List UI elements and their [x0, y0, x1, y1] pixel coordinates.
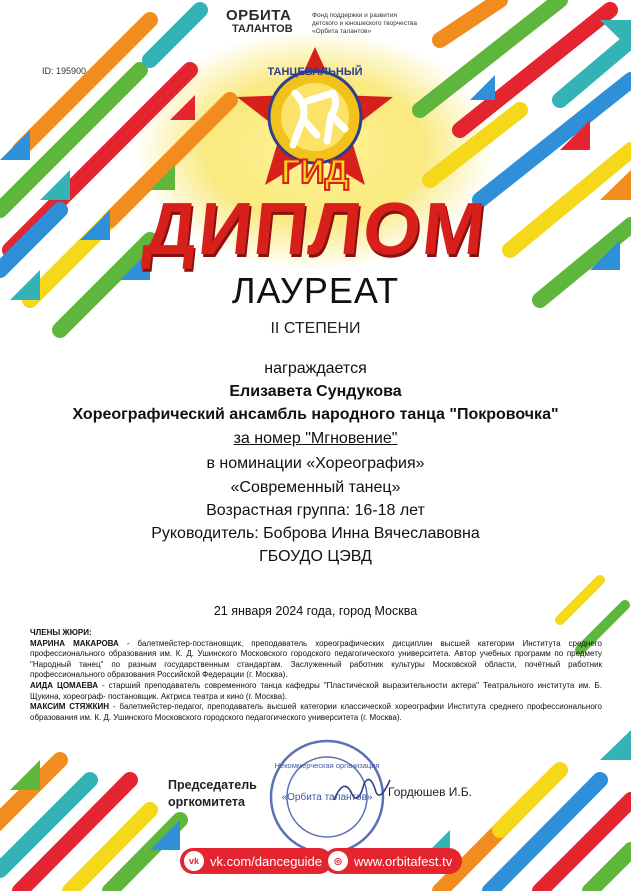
vk-link[interactable]	[180, 848, 332, 874]
document-id: ID: 195900	[42, 66, 87, 76]
emblem-word: ГИД	[281, 153, 349, 191]
diploma-title: ДИПЛОМ	[140, 187, 491, 270]
jury-member-name: АИДА ЦОМАЕВА	[30, 680, 98, 690]
jury-member-bio: - старший преподаватель современного танца кафедры "Пластической выразительности актера" Театрального института им. Б. Щукина, хореограф- постановщик. Актриса театра и кино (г. Москва).	[30, 680, 602, 701]
vk-icon: vk	[184, 851, 204, 871]
ensemble-name: Хореографический ансамбль народного танца "Покровочка"	[72, 406, 559, 423]
orbita-logo	[226, 8, 293, 35]
laureate-title: ЛАУРЕАТ	[231, 270, 400, 311]
chairman-role	[168, 777, 257, 811]
stamp-center-text: «Орбита талантов»	[281, 792, 373, 803]
globe-icon: ◎	[328, 851, 348, 871]
site-link[interactable]	[324, 848, 462, 874]
category-text: «Современный танец»	[230, 479, 401, 496]
awarded-text: награждается	[264, 360, 367, 377]
site-link-text: www.orbitafest.tv	[354, 853, 453, 869]
degree-label: II СТЕПЕНИ	[270, 320, 361, 337]
fund-text: Фонд поддержки и развития детского и юношеского творчества «Орбита талантов»	[312, 12, 417, 35]
institution-text: ГБОУДО ЦЭВД	[259, 548, 372, 565]
logo-line2: ТАЛАНТОВ	[232, 23, 293, 35]
jury-member-bio: - балетмейстер-постановщик, преподаватель хореографических дисциплин высшей категории Института среднего профессионального образования им. К. Д. Ушинского Московского городского педагогического университета. Автор учебных программ по предмету "Народный танец" по разным государственным стандартам. Заслуженный работник культуры Московской области, почётный работник профессионального образования Российской Федерации (г. Москва).	[30, 638, 602, 680]
leader-text: Руководитель: Боброва Инна Вячеславовна	[151, 525, 480, 542]
chairman-name: Гордюшев И.Б.	[388, 785, 472, 799]
logo-line1: ОРБИТА	[226, 7, 292, 24]
recipient-name: Елизавета Сундукова	[229, 383, 402, 400]
vk-link-text: vk.com/danceguide	[210, 853, 323, 869]
dance-guide-emblem	[215, 45, 415, 195]
jury-member	[30, 681, 602, 702]
jury-heading: ЧЛЕНЫ ЖЮРИ:	[30, 628, 92, 637]
performance-number: за номер "Мгновение"	[233, 430, 398, 447]
emblem-arc-text: ТАНЦЕВАЛЬНЫЙ	[267, 66, 363, 78]
chairman-role-line2: оргкомитета	[168, 795, 245, 809]
jury-member-bio: - балетмейстер-педагог, преподаватель высшей категории классической хореографии Института среднего профессионального образования им. К. Д. Ушинского Московского городского педагогического университета (г. Москва).	[30, 702, 602, 722]
age-group-text: Возрастная группа: 16-18 лет	[206, 502, 425, 519]
date-place: 21 января 2024 года, город Москва	[213, 604, 418, 618]
nomination-text: в номинации «Хореография»	[206, 455, 425, 472]
jury-member-name: МАКСИМ СТЯЖКИН	[30, 702, 110, 712]
jury-member-name: МАРИНА МАКАРОВА	[30, 638, 119, 648]
chairman-role-line1: Председатель	[168, 778, 257, 792]
stamp-ring-text: Некоммерческая организация	[274, 761, 380, 770]
jury-member	[30, 639, 602, 681]
jury-section	[30, 628, 602, 723]
jury-member	[30, 702, 602, 723]
